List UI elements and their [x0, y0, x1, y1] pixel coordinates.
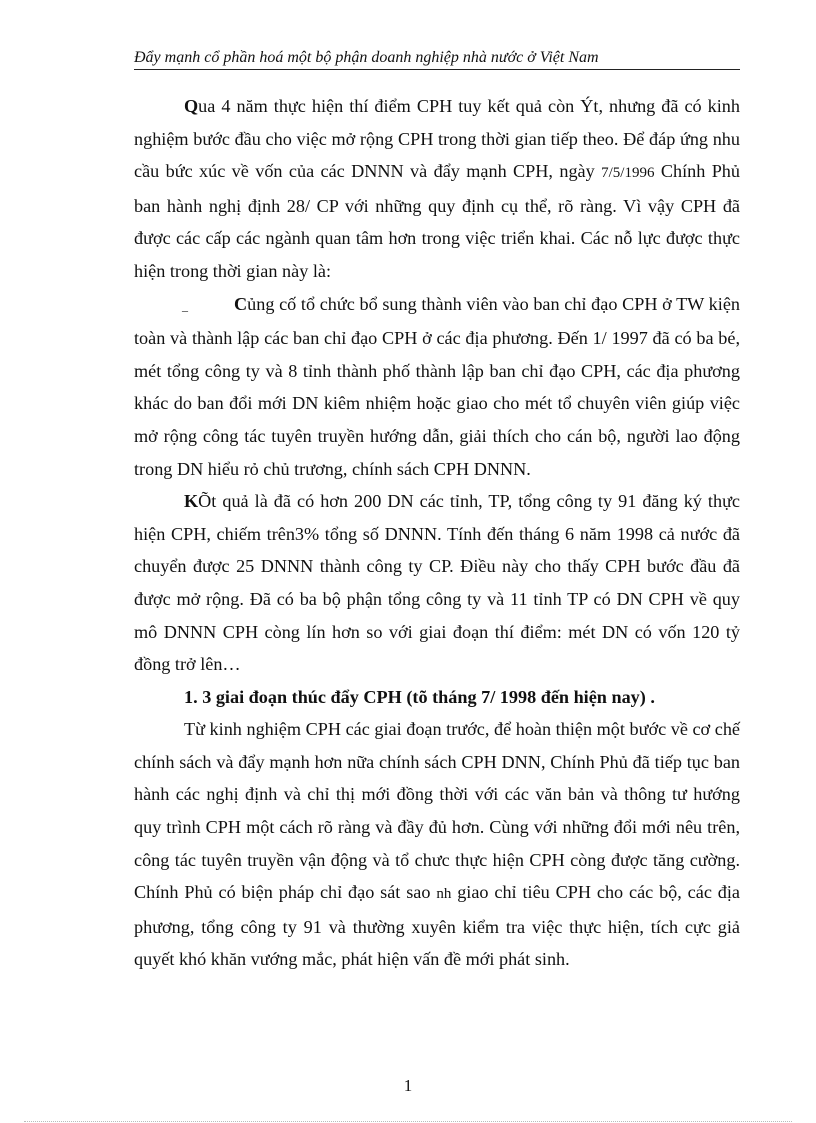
- paragraph-4: [134, 713, 740, 976]
- running-header: Đẩy mạnh cổ phần hoá một bộ phận doanh nghiệp nhà nước ở Việt Nam: [134, 48, 740, 70]
- drop-letter-q: Q: [184, 96, 199, 116]
- page-bottom-divider: [24, 1121, 792, 1122]
- paragraph-4-text-b: giao chỉ tiêu CPH cho các bộ, các địa phương, tổng công ty 91 và thường xuyên kiểm tra việc thực hiện, tích cực giả quyết khó khăn vướng mắc, phát hiện vấn đề mới phát sinh.: [134, 882, 740, 970]
- dash-bullet: _: [182, 298, 188, 313]
- paragraph-1: [134, 90, 740, 288]
- drop-letter-c: C: [234, 293, 248, 314]
- paragraph-2: [134, 288, 740, 486]
- paragraph-1-date: 7/5/1996: [601, 165, 655, 182]
- section-heading: 1. 3 giai đoạn thúc đẩy CPH (tõ tháng 7/ 1998 đến hiện nay) .: [184, 686, 655, 707]
- paragraph-2-text: ủng cố tổ chức bổ sung thành viên vào ban chỉ đạo CPH ở TW kiện toàn và thành lập các ban chỉ đạo CPH ở các địa phương. Đến 1/ 1997 đã có ba bé, mét tổng công ty và 8 tỉnh thành phố thành lập ban chỉ đạo CPH, các địa phương khác do ban đổi mới DN kiêm nhiệm hoặc giao cho mét tổ chuyên viên giúp việc mở rộng công tác tuyên truyền hướng dẫn, giải thích cho cán bộ, người lao động trong DN hiểu rỏ chủ trương, chính sách CPH DNNN.: [134, 293, 740, 479]
- paragraph-1-text-a: ua 4 năm thực hiện thí điểm CPH tuy kết quả còn Ýt, nhưng đã có kinh nghiệm bước đầu cho việc mở rộng CPH trong thời gian tiếp theo. Để đáp ứng nhu cầu bức xúc về vốn của các DNNN và đẩy mạnh CPH, ngày: [134, 96, 740, 182]
- paragraph-3: [134, 485, 740, 681]
- paragraph-1-text-b: Chính Phủ ban hành nghị định 28/ CP với những quy định cụ thể, rõ ràng. Vì vậy CPH đã được các cấp các ngành quan tâm hơn trong việc triển khai. Các nỗ lực được thực hiện trong thời gian này là:: [134, 161, 740, 281]
- page-number: 1: [403, 1076, 413, 1095]
- drop-letter-k: K: [184, 491, 199, 512]
- paragraph-4-text-a: Từ kinh nghiệm CPH các giai đoạn trước, để hoàn thiện một bước về cơ chế chính sách và đẩy mạnh hơn nữa chính sách CPH DNN, Chính Phủ đã tiếp tục ban hành các nghị định và chỉ thị mới đồng thời với các văn bản và thông tư hướng quy trình CPH một cách rõ ràng và đầy đủ hơn. Cùng với những đổi mới nêu trên, công tác tuyên truyền vận động và tổ chưc thực hiện CPH còng được tăng cường. Chính Phủ có biện pháp chỉ đạo sát sao: [134, 719, 740, 903]
- paragraph-3-text: Õt quả là đã có hơn 200 DN các tỉnh, TP, tổng công ty 91 đăng ký thực hiện CPH, chiếm trên3% tổng số DNNN. Tính đến tháng 6 năm 1998 cả nước đã chuyển được 25 DNNN thành công ty CP. Điều này cho thấy CPH bước đầu đã được mở rộng. Đã có ba bộ phận tổng công ty và 11 tỉnh TP có DN CPH về quy mô DNNN CPH còng lín hơn so với giai đoạn thí điểm: mét DN có vốn 120 tỷ đồng trở lên…: [134, 491, 740, 675]
- document-body: [134, 90, 740, 976]
- paragraph-4-nh: nh: [436, 886, 452, 903]
